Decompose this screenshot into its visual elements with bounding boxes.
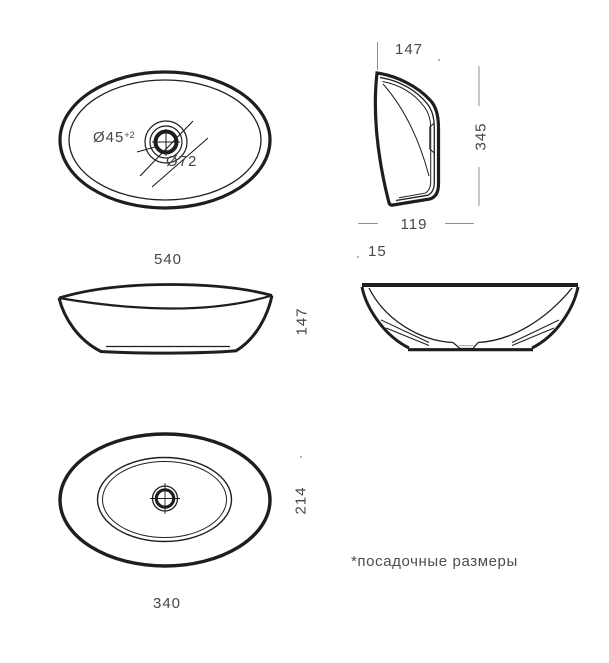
dim-label-top-view-length: 540 xyxy=(153,251,183,268)
bottom-view-base-inner xyxy=(103,462,227,538)
footnote-mounting-dimensions: *посадочные размеры xyxy=(351,553,518,570)
dim-label-side-offset: 15 xyxy=(368,243,387,260)
tick-mark xyxy=(300,456,302,458)
bottom-view xyxy=(60,434,270,566)
tick-mark xyxy=(357,256,359,258)
dim-label-bottom-view-length: 340 xyxy=(152,595,182,612)
tick-mark xyxy=(438,59,440,61)
dim-label-drain-diameter xyxy=(93,130,135,145)
top-view xyxy=(60,72,270,208)
bottom-view-drain-crosshair xyxy=(150,483,180,514)
front-view-left-wall xyxy=(59,298,101,352)
dim-label-front-height: 147 xyxy=(293,307,311,336)
dim-drain-diameter-value: Ø45 xyxy=(93,129,125,146)
section-view xyxy=(362,285,578,350)
section-right-wall xyxy=(532,287,578,348)
section-left-wall xyxy=(362,287,409,348)
dim-label-side-top-width: 147 xyxy=(394,41,424,58)
front-view-bottom-edge xyxy=(100,351,237,353)
dim-drain-tolerance: +2 xyxy=(124,130,135,140)
front-view xyxy=(59,285,272,354)
dimension-lines xyxy=(300,42,479,458)
dim-label-bottom-view-width: 214 xyxy=(292,486,310,515)
front-view-back-rim xyxy=(59,285,272,299)
section-inner-surface-right xyxy=(478,288,572,343)
front-view-front-rim xyxy=(59,296,272,309)
side-view xyxy=(375,73,438,205)
dim-label-side-height: 345 xyxy=(472,122,490,151)
bottom-view-base-outer xyxy=(98,458,232,542)
dim-label-side-bottom-width: 119 xyxy=(400,216,428,233)
top-view-drain-crosshair xyxy=(152,129,180,156)
dim-label-drain-outer-diameter: Ø72 xyxy=(166,153,198,170)
side-view-outer-contour xyxy=(375,73,438,205)
top-view-outer-rim xyxy=(60,72,270,208)
